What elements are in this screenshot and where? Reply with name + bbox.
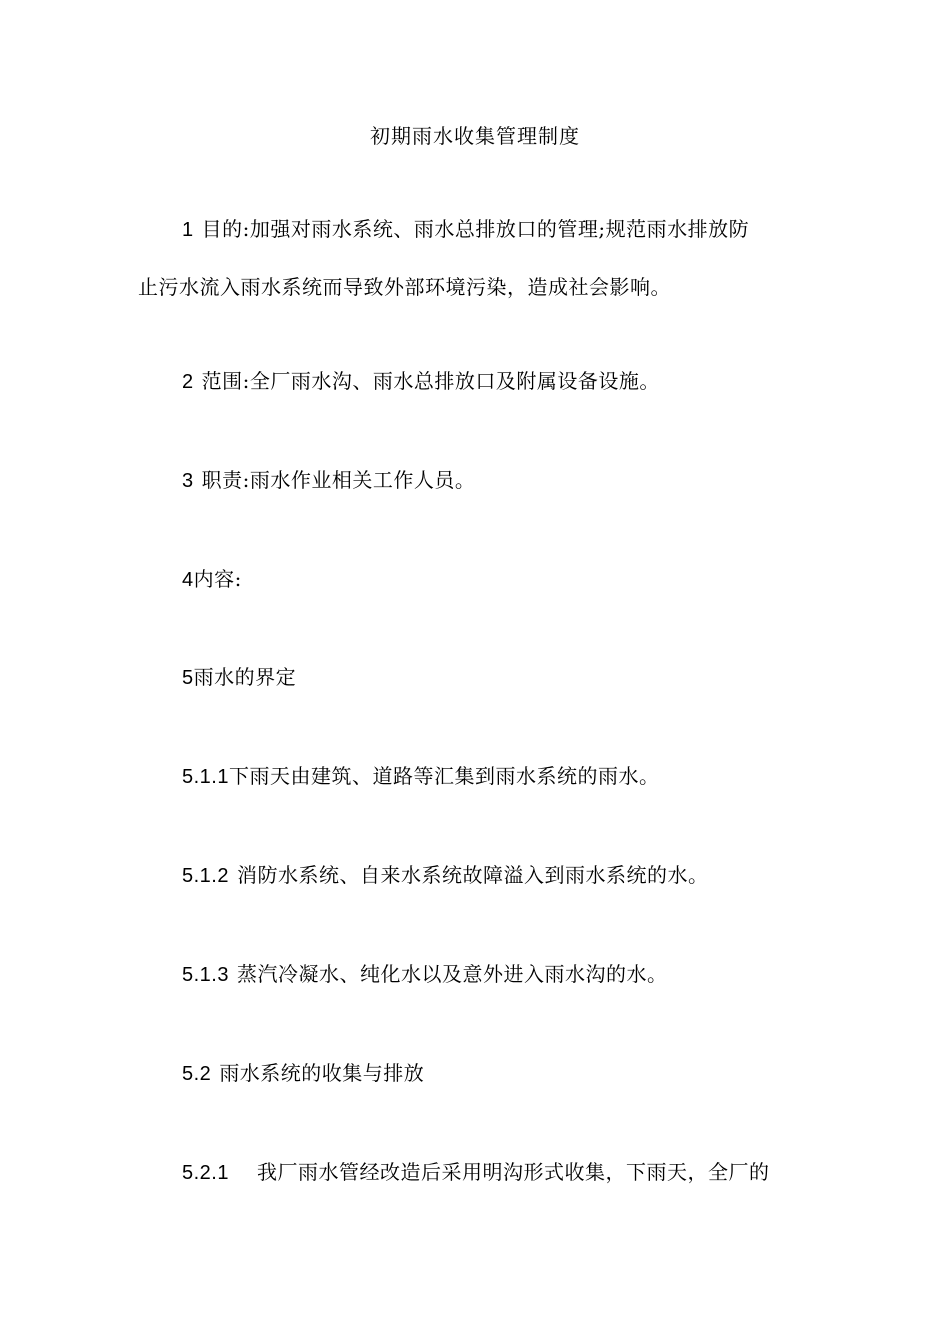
section-5-2 <box>138 1049 818 1097</box>
section-text: 内容: <box>193 567 242 591</box>
section-text: 范围:全厂雨水沟、雨水总排放口及附属设备设施。 <box>201 369 660 393</box>
section-number: 2 <box>182 371 194 393</box>
section-number: 5.1.2 <box>182 865 229 887</box>
section-text: 下雨天由建筑、道路等汇集到雨水系统的雨水。 <box>228 764 660 788</box>
section-3 <box>138 456 818 504</box>
section-2 <box>138 357 818 405</box>
section-number: 3 <box>182 470 194 492</box>
section-number: 5.2.1 <box>182 1162 229 1184</box>
section-text: 目的:加强对雨水系统、雨水总排放口的管理;规范雨水排放防 <box>201 217 750 241</box>
section-text: 消防水系统、自来水系统故障溢入到雨水系统的水。 <box>236 863 709 887</box>
section-text: 我厂雨水管经改造后采用明沟形式收集，下雨天，全厂的 <box>256 1160 770 1184</box>
section-text: 雨水的界定 <box>193 665 297 689</box>
section-text: 雨水系统的收集与排放 <box>219 1061 425 1085</box>
section-number: 5.2 <box>182 1063 212 1085</box>
section-1 <box>138 205 818 311</box>
section-text: 职责:雨水作业相关工作人员。 <box>201 468 476 492</box>
section-text: 蒸汽冷凝水、纯化水以及意外进入雨水沟的水。 <box>236 962 668 986</box>
section-number: 1 <box>182 219 194 241</box>
section-5 <box>138 653 818 701</box>
section-number: 5 <box>182 667 194 689</box>
section-1-line-1 <box>138 205 818 253</box>
section-number: 4 <box>182 569 194 591</box>
section-5-1-1 <box>138 752 818 800</box>
section-number: 5.1.1 <box>182 766 229 788</box>
section-5-1-2 <box>138 851 818 899</box>
section-number: 5.1.3 <box>182 964 229 986</box>
section-5-2-1 <box>138 1148 818 1196</box>
section-1-line-2: 止污水流入雨水系统而导致外部环境污染，造成社会影响。 <box>138 275 671 299</box>
document-title: 初期雨水收集管理制度 <box>370 124 580 148</box>
section-4 <box>138 555 818 603</box>
section-5-1-3 <box>138 950 818 998</box>
